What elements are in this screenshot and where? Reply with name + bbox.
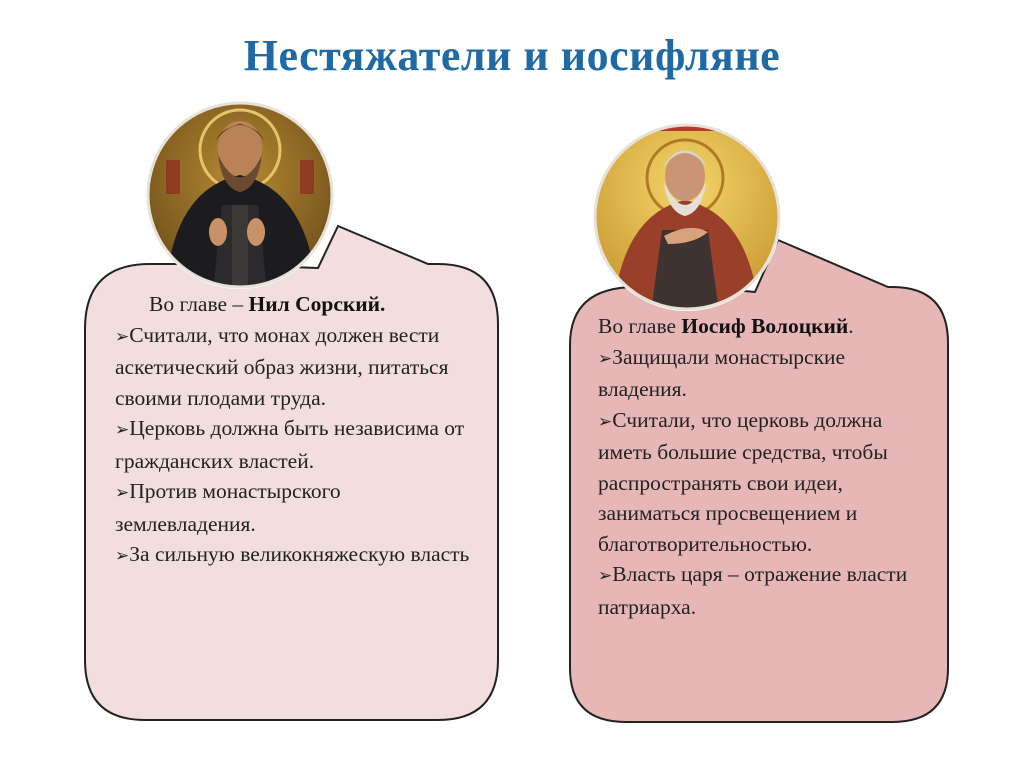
arrow-bullet-icon: ➢ xyxy=(598,348,613,369)
arrow-bullet-icon: ➢ xyxy=(115,420,130,440)
left-panel-lead xyxy=(115,289,485,320)
right-lead-prefix: Во главе xyxy=(598,314,682,338)
left-bullet-text: Против монастырского землевладения. xyxy=(115,479,341,536)
left-bullet-text: За сильную великокняжескую власть xyxy=(129,542,470,566)
arrow-bullet-icon: ➢ xyxy=(115,546,130,566)
left-bullet-4 xyxy=(115,539,485,572)
right-lead-name: Иосиф Волоцкий xyxy=(681,314,849,338)
arrow-bullet-icon: ➢ xyxy=(115,326,130,347)
left-lead-name: Нил Сорский. xyxy=(248,292,386,316)
right-bullet-1 xyxy=(598,342,933,405)
left-bullet-text: Церковь должна быть независима от гражданских властей. xyxy=(115,416,465,473)
right-bullet-text: Защищали монастырские владения. xyxy=(598,344,846,401)
left-bullet-text: Считали, что монах должен вести аскетический образ жизни, питаться своими плодами труда. xyxy=(115,322,449,410)
arrow-bullet-icon: ➢ xyxy=(115,483,130,503)
left-bullet-3 xyxy=(115,476,485,539)
left-panel-text xyxy=(115,289,485,572)
slide-title: Нестяжатели и иосифляне xyxy=(243,31,781,80)
arrow-bullet-icon: ➢ xyxy=(598,566,613,586)
left-bullet-2 xyxy=(115,413,485,476)
right-bullet-text: Власть царя – отражение власти патриарха. xyxy=(598,562,908,619)
right-panel-text xyxy=(598,311,933,622)
arrow-bullet-icon: ➢ xyxy=(598,411,613,432)
right-panel-lead xyxy=(598,311,933,342)
right-bullet-3 xyxy=(598,559,933,622)
right-bullet-text: Считали, что церковь должна иметь большие средства, чтобы распространять свои идеи, заниматься просвещением и благотворительностью. xyxy=(598,407,888,556)
left-bullet-1 xyxy=(115,320,485,414)
left-lead-prefix: Во главе – xyxy=(149,292,249,316)
right-lead-suffix: . xyxy=(848,314,854,338)
right-bullet-2 xyxy=(598,405,933,560)
